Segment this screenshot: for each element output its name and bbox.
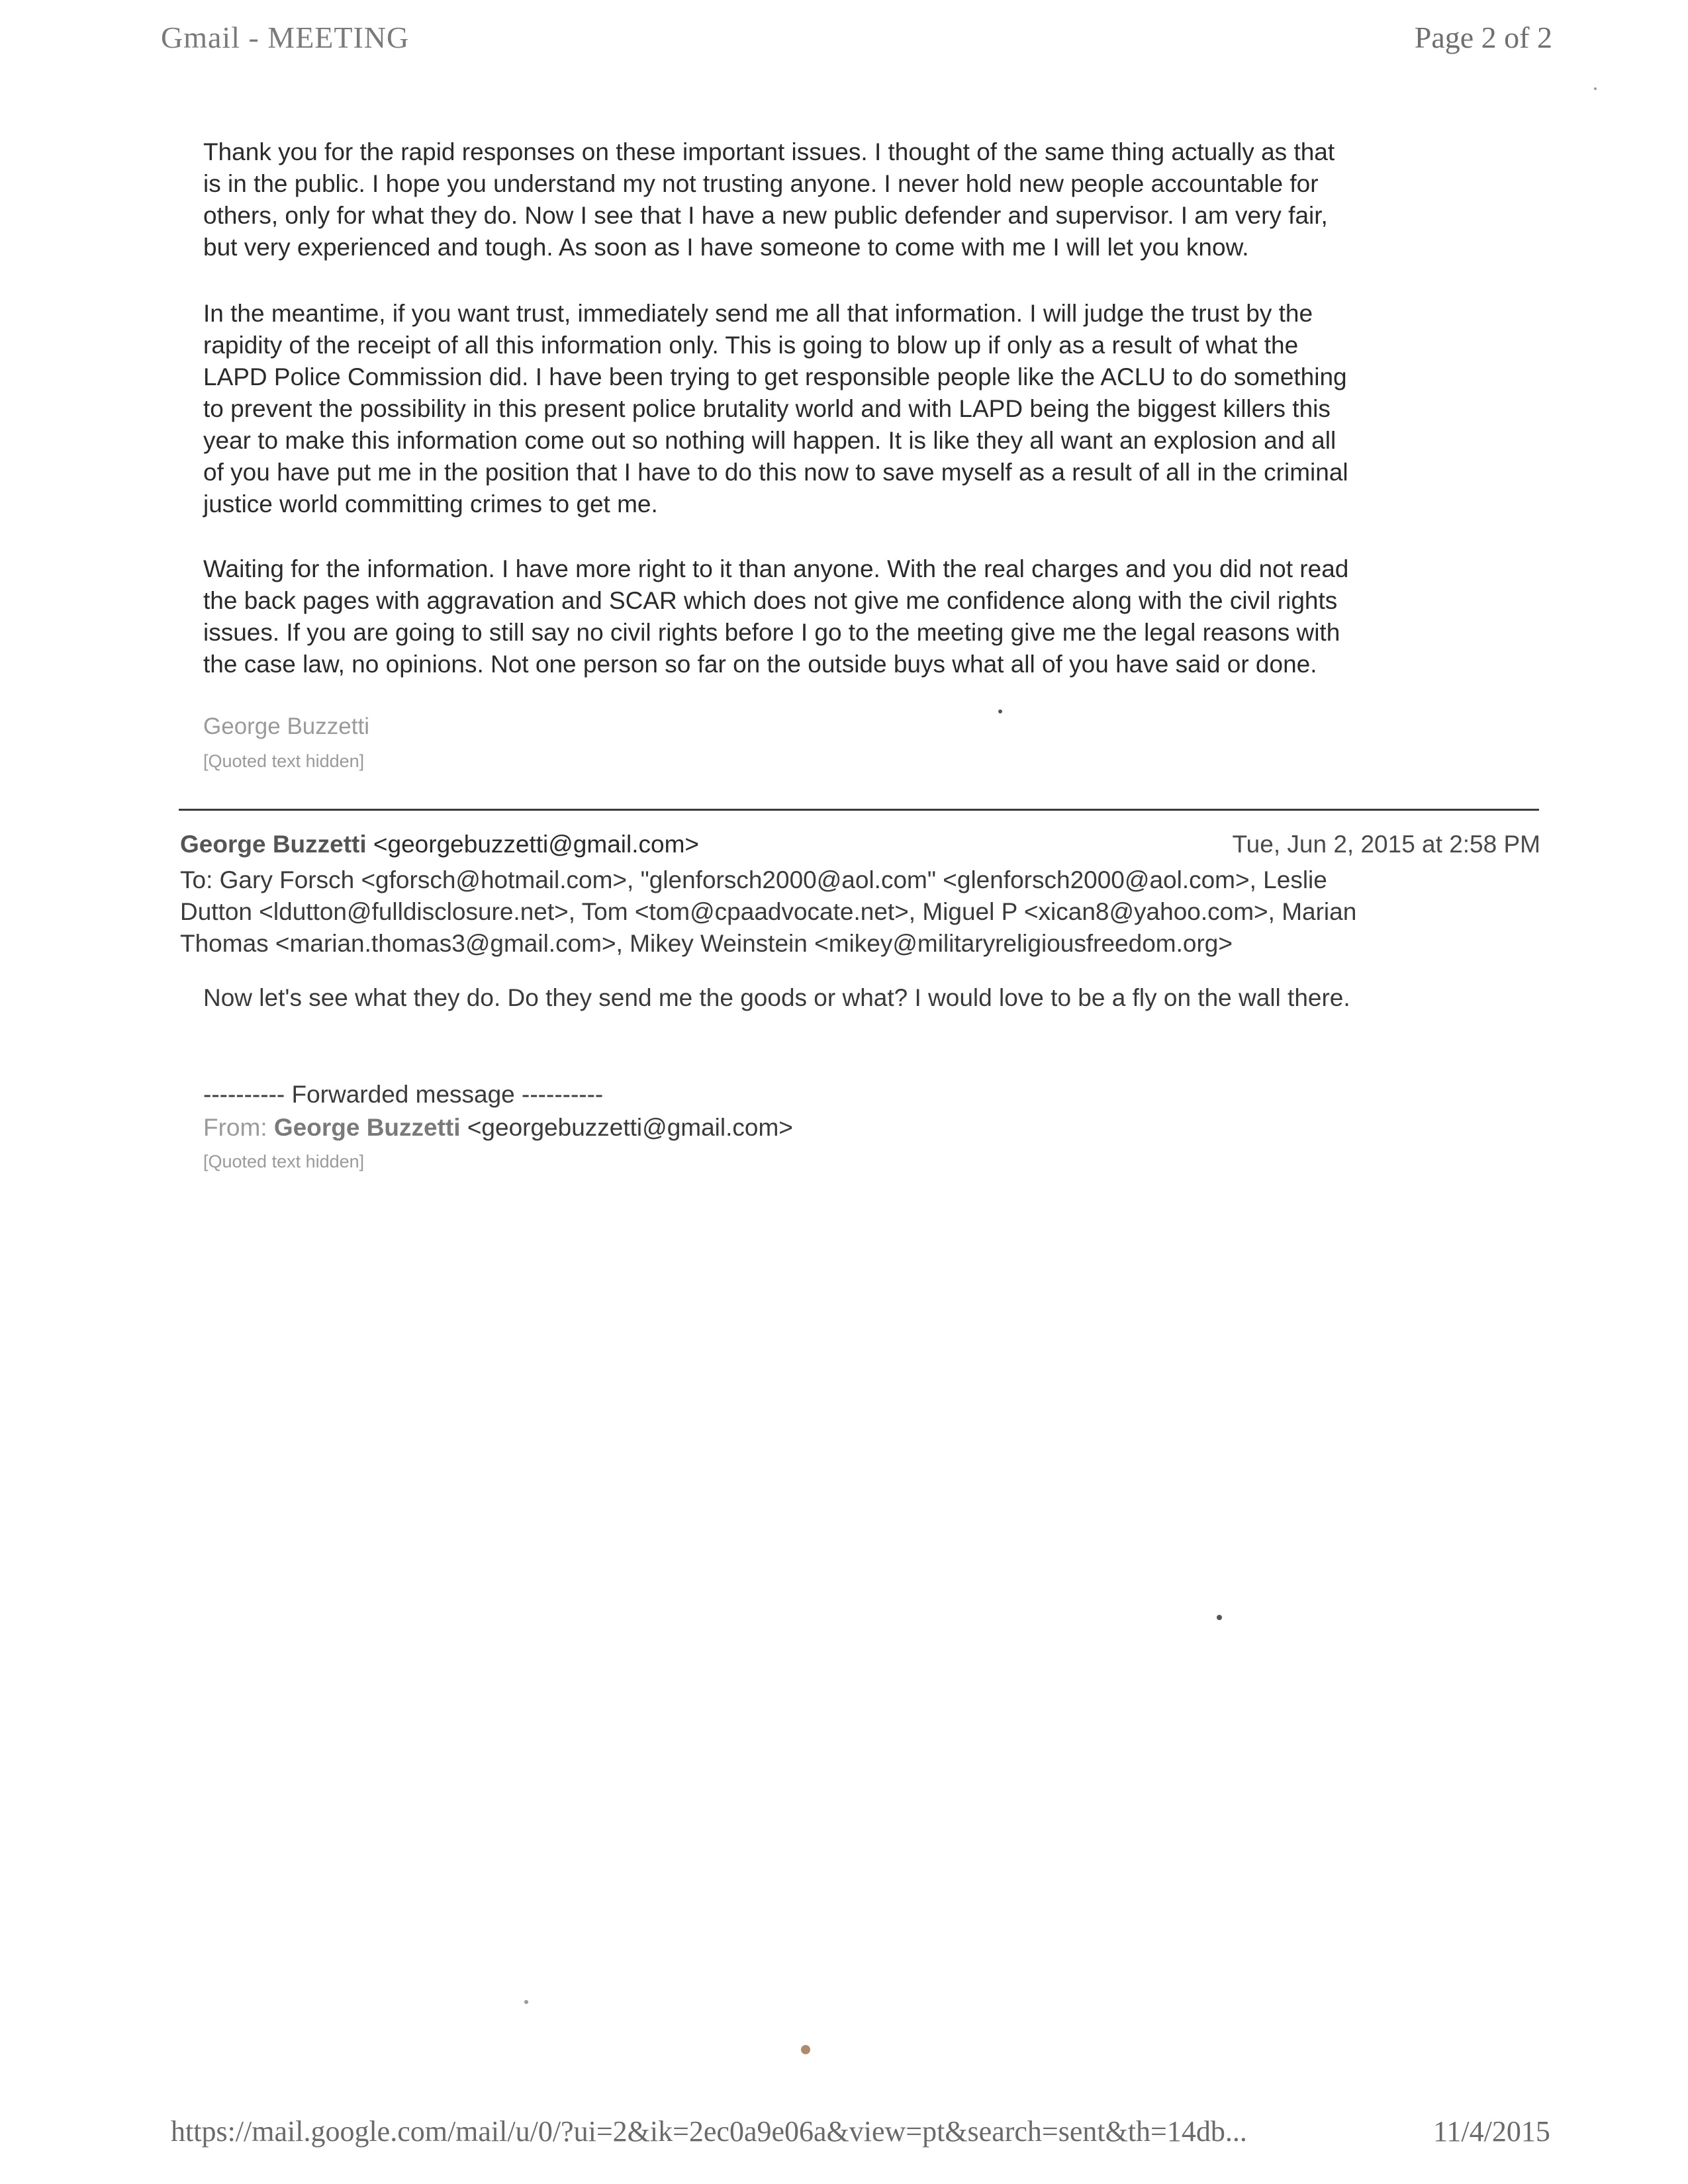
scan-speck: [801, 2045, 810, 2054]
from-label: From:: [203, 1114, 267, 1141]
forwarded-from: [203, 1114, 793, 1142]
from-name: George Buzzetti: [273, 1114, 461, 1141]
scan-speck: [998, 709, 1002, 713]
page-number: Page 2 of 2: [1414, 21, 1552, 54]
page-title: Gmail - MEETING: [161, 21, 410, 54]
recipients: To: Gary Forsch <gforsch@hotmail.com>, "glenforsch2000@aol.com" <glenforsch2000@aol.com>, Leslie Dutton <ldutton@fulldisclosure.net>, Tom <tom@cpaadvocate.net>, Miguel P <xican8@yahoo.com>, Marian Thomas <marian.thomas3@gmail.com>, Mikey Weinstein <mikey@militaryreligiousfreedom.org>: [180, 866, 1357, 957]
message-header: [180, 831, 1540, 858]
sender-name: George Buzzetti: [180, 831, 367, 858]
quoted-text-toggle[interactable]: [Quoted text hidden]: [203, 1152, 365, 1171]
message-body: Now let's see what they do. Do they send me the goods or what? I would love to be a fly on the wall there.: [203, 984, 1350, 1011]
forwarded-header: ---------- Forwarded message ----------: [203, 1081, 604, 1108]
message-date: Tue, Jun 2, 2015 at 2:58 PM: [1232, 831, 1540, 858]
message-divider: [179, 809, 1539, 811]
quoted-text-toggle[interactable]: [Quoted text hidden]: [203, 751, 365, 771]
footer-url: https://mail.google.com/mail/u/0/?ui=2&ik=2ec0a9e06a&view=pt&search=sent&th=14db...: [171, 2115, 1247, 2148]
sender-email: <georgebuzzetti@gmail.com>: [373, 831, 700, 858]
scan-speck: [1217, 1615, 1222, 1620]
footer-date: 11/4/2015: [1433, 2115, 1550, 2148]
from-email: <georgebuzzetti@gmail.com>: [467, 1114, 793, 1141]
message-paragraph: In the meantime, if you want trust, immediately send me all that information. I will judge the trust by the rapidity of the receipt of all this information only. This is going to blow up if only as a result of what the LAPD Police Commission did. I have been trying to get responsible people like the ACLU to do something to prevent the possibility in this present police brutality world and with LAPD being the biggest killers this year to make this information come out so nothing will happen. It is like they all want an explosion and all of you have put me in the position that I have to do this now to save myself as a result of all in the criminal justice world committing crimes to get me.: [203, 300, 1348, 518]
message-paragraph: Waiting for the information. I have more right to it than anyone. With the real charges and you did not read the back pages with aggravation and SCAR which does not give me confidence along with the civil rights issues. If you are going to still say no civil rights before I go to the meeting give me the legal reasons with the case law, no opinions. Not one person so far on the outside buys what all of you have said or done.: [203, 555, 1349, 678]
signature: George Buzzetti: [203, 713, 369, 739]
scan-speck: [524, 2000, 528, 2004]
message-paragraph: Thank you for the rapid responses on these important issues. I thought of the same thing actually as that is in the public. I hope you understand my not trusting anyone. I never hold new people accountable for others, only for what they do. Now I see that I have a new public defender and supervisor. I am very fair, but very experienced and tough. As soon as I have someone to come with me I will let you know.: [203, 138, 1335, 261]
scan-speck: [1594, 87, 1597, 90]
